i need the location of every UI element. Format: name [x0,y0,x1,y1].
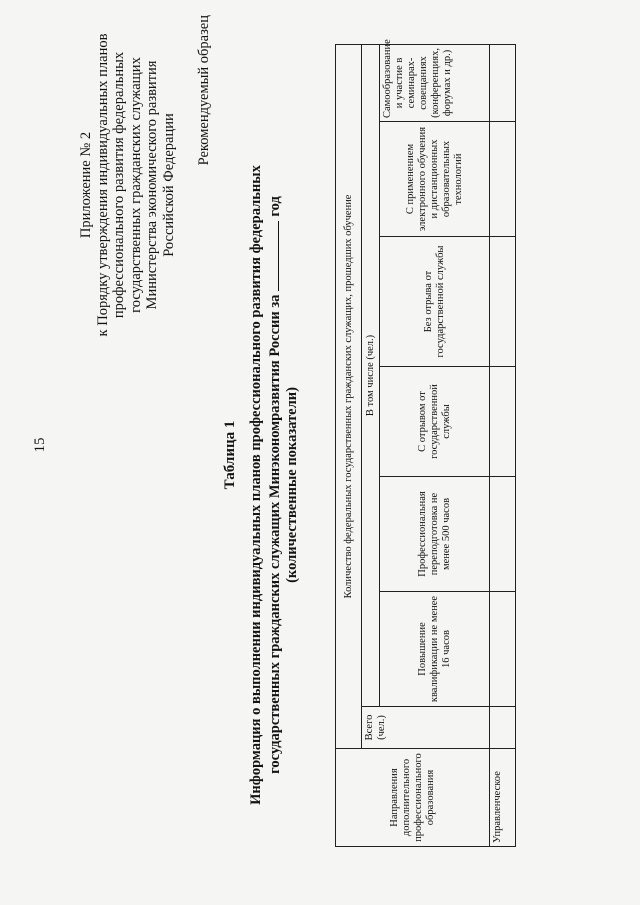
table-cell [490,477,516,592]
heading-line-2-start: государственных гражданских служащих Минэкономразвития России за [266,294,283,774]
heading-line-3: (количественные показатели) [284,387,300,583]
appendix-line: профессионального развития федеральных [111,51,128,319]
appendix-title: Приложение № 2 [78,131,94,239]
header-col-qualification: Повышение квалификации не менее 16 часов [380,592,490,707]
header-direction: Направления дополнительного профессионального образования [336,749,490,847]
header-col-without-leave: Без отрыва от государственной службы [380,237,490,367]
heading-line-1: Информация о выполнении индивидуальных планов профессионального развития федеральных [248,165,264,805]
header-col-self-education: Самообразование и участие в семинарах-совещаниях (конференциях, форумах и др.) [380,44,490,121]
header-including: В том числе (чел.) [362,44,380,706]
document-heading [248,155,302,815]
header-col-retraining: Профессиональная переподготовка не менее 500 часов [380,477,490,592]
appendix-line: к Порядку утверждения индивидуальных планов [94,33,111,337]
appendix-line: государственных гражданских служащих [127,57,144,313]
table-cell [490,237,516,367]
table-cell [490,707,516,749]
year-blank-field [266,221,279,291]
indicators-table [335,39,516,847]
header-col-e-learning: С применением электронного обучения и дистанционных образовательных технологий [380,122,490,237]
header-col-with-leave: С отрывом от государственной службы [380,367,490,477]
header-count: Количество федеральных государственных гражданских служащих, прошедших обучение [336,44,362,748]
table-cell [490,592,516,707]
table-caption: Таблица 1 [222,420,238,490]
table-row [490,44,516,846]
heading-line-2-end: год [266,196,283,217]
heading-line-2 [266,155,285,815]
table-cell [490,122,516,237]
header-total: Всего (чел.) [362,707,490,749]
appendix-line: Российской Федерации [160,113,177,257]
recommended-sample-label: Рекомендуемый образец [196,15,212,166]
page-number: 15 [32,437,48,453]
table-cell [490,367,516,477]
table-cell [490,44,516,121]
appendix-block [78,25,178,345]
appendix-line: Министерства экономического развития [144,60,161,310]
row-direction-label: Управленческое [490,749,516,847]
